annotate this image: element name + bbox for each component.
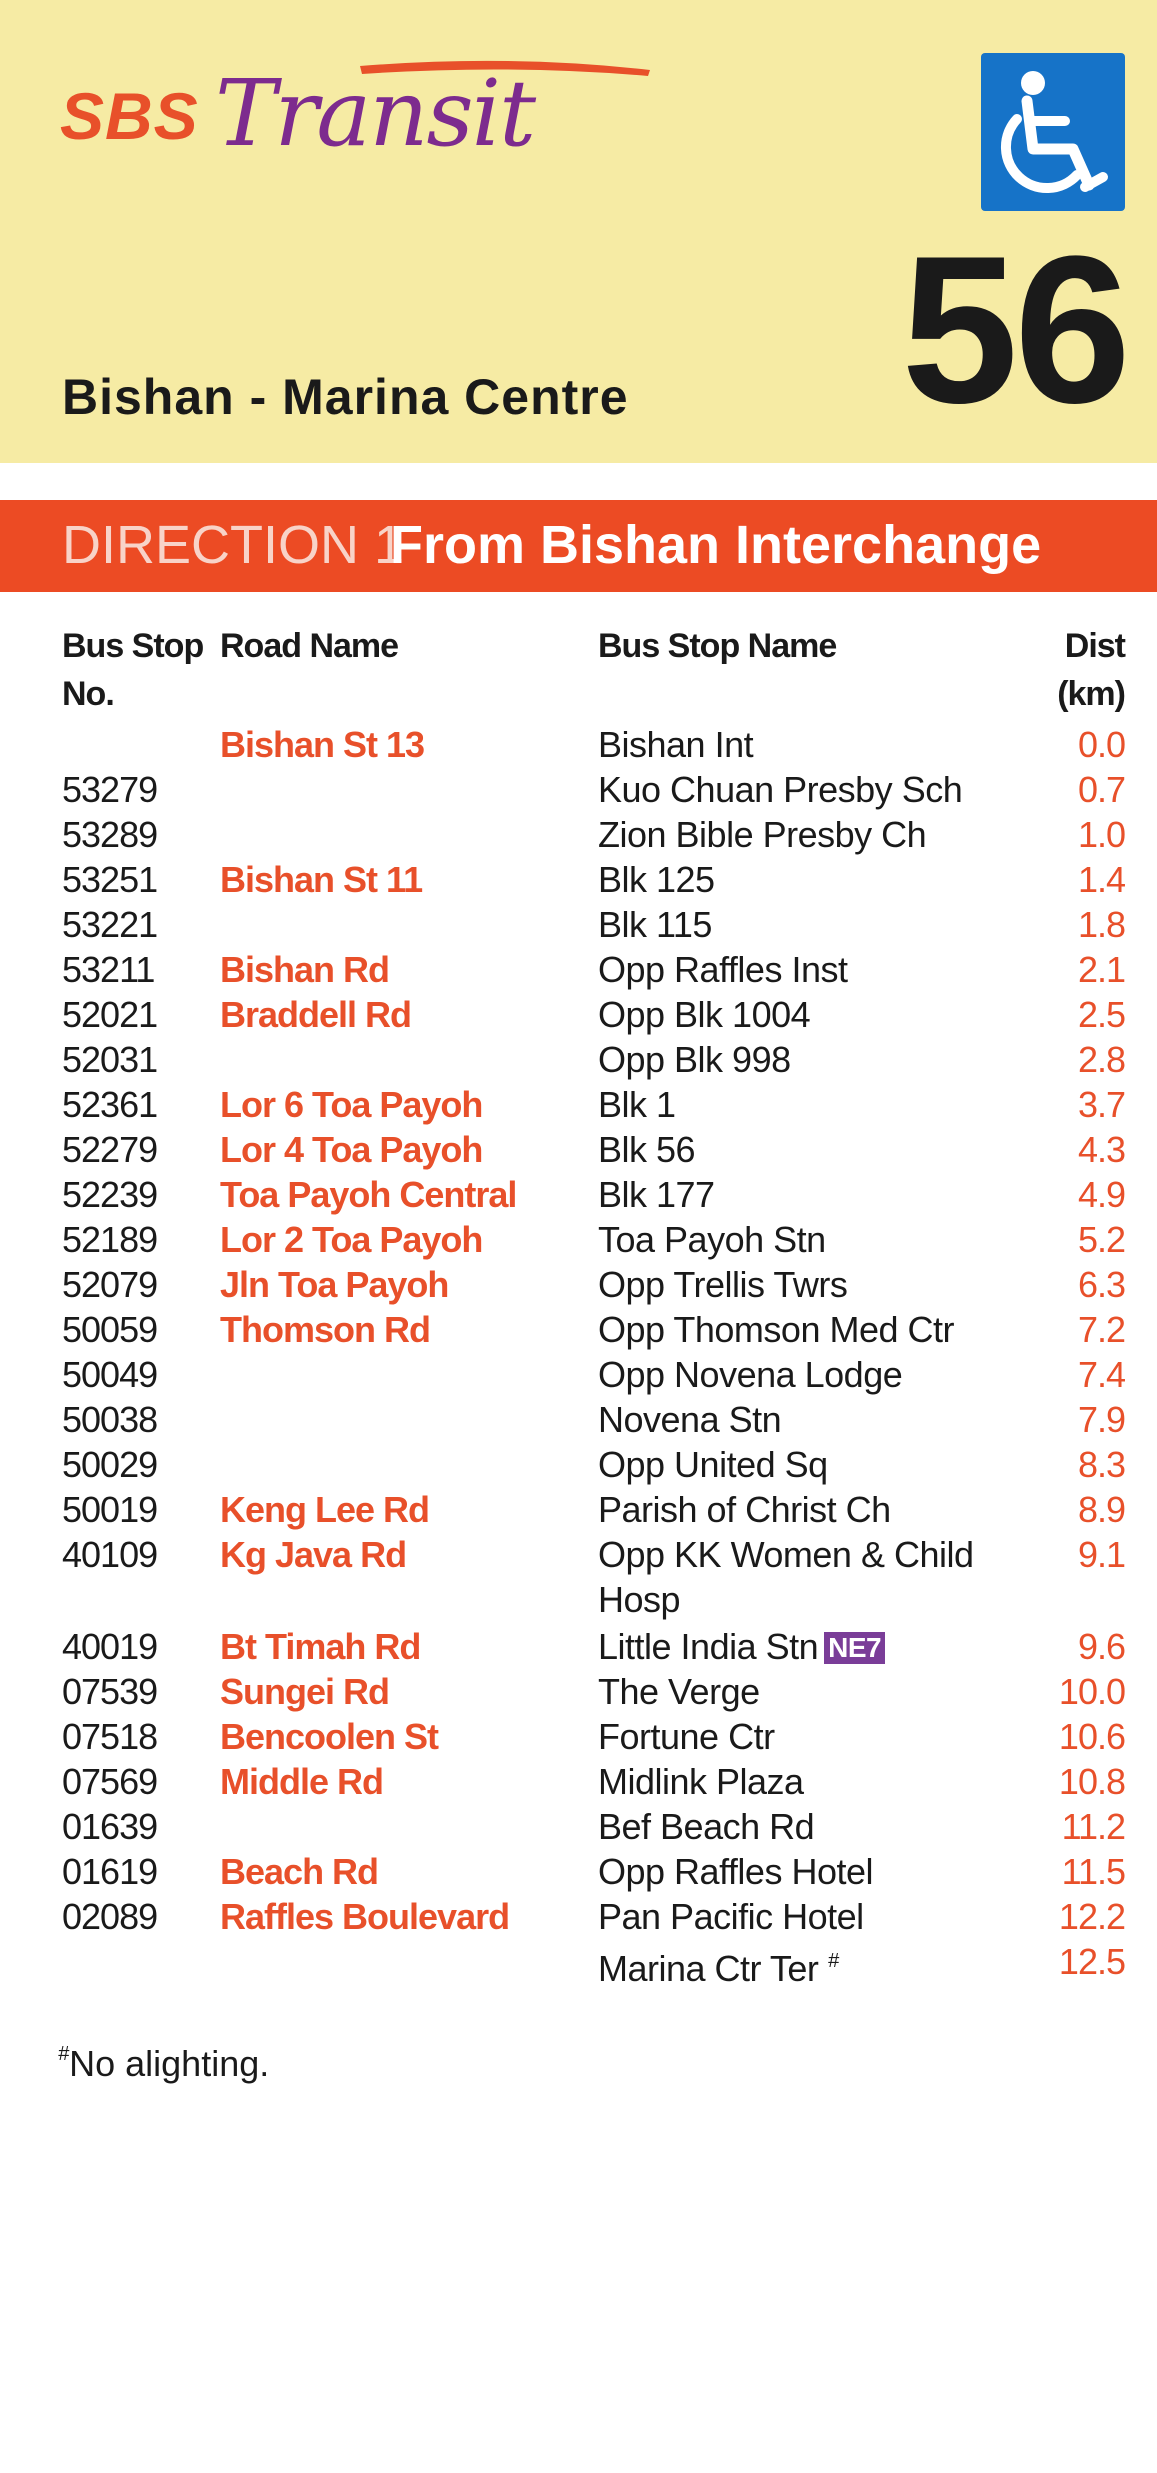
bus-stop-name <box>598 812 998 857</box>
bus-stop-name <box>598 1262 998 1307</box>
bus-stop-number: 40109 <box>62 1534 158 1575</box>
table-row <box>0 1262 1157 1307</box>
table-row <box>0 857 1157 902</box>
bus-stop-number: 50019 <box>62 1489 158 1530</box>
bus-stop-number: 53279 <box>62 769 158 810</box>
distance-km: 9.6 <box>1077 1626 1125 1667</box>
road-name: Keng Lee Rd <box>220 1489 430 1530</box>
bus-stop-name-text: Opp Blk 1004 <box>598 994 811 1035</box>
table-row <box>0 1127 1157 1172</box>
table-row <box>0 1849 1157 1894</box>
bus-stop-name-text: Blk 177 <box>598 1174 715 1215</box>
bus-stop-number: 53251 <box>62 859 158 900</box>
column-header-stop-no-line2: No. <box>62 675 114 713</box>
table-row <box>0 812 1157 857</box>
wheelchair-icon <box>981 53 1125 211</box>
footnote-text: No alighting. <box>69 2043 270 2084</box>
table-row <box>0 1172 1157 1217</box>
road-name: Raffles Boulevard <box>220 1896 510 1937</box>
table-row <box>0 1487 1157 1532</box>
road-name: Lor 2 Toa Payoh <box>220 1219 483 1260</box>
bus-stop-number: 53289 <box>62 814 158 855</box>
bus-stop-number: 07539 <box>62 1671 158 1712</box>
bus-stop-name-text: Opp Thomson Med Ctr <box>598 1309 954 1350</box>
column-header-stop-name: Bus Stop Name <box>598 627 837 665</box>
distance-km: 10.0 <box>1058 1671 1125 1712</box>
bus-stop-name <box>598 992 998 1037</box>
table-row <box>0 1532 1157 1624</box>
bus-stop-name <box>598 1442 998 1487</box>
direction-banner <box>0 500 1157 592</box>
bus-stop-name-text: Blk 115 <box>598 904 712 945</box>
table-row <box>0 1804 1157 1849</box>
distance-km: 2.8 <box>1077 1039 1125 1080</box>
bus-stop-number: 40019 <box>62 1626 158 1667</box>
table-row <box>0 1082 1157 1127</box>
sbs-transit-logo <box>60 60 540 180</box>
road-name: Toa Payoh Central <box>220 1174 517 1215</box>
table-row <box>0 722 1157 767</box>
bus-stop-number: 52189 <box>62 1219 158 1260</box>
bus-stop-number: 50049 <box>62 1354 158 1395</box>
bus-stop-name <box>598 1669 998 1714</box>
bus-stop-name <box>598 1397 998 1442</box>
bus-stop-name <box>598 1487 998 1532</box>
bus-stop-name-text: Little India Stn <box>598 1626 819 1667</box>
distance-km: 7.4 <box>1077 1354 1125 1395</box>
bus-stop-number: 02089 <box>62 1896 158 1937</box>
column-header-distance-line2: (km) <box>1057 675 1125 713</box>
road-name: Beach Rd <box>220 1851 379 1892</box>
bus-stop-number: 50059 <box>62 1309 158 1350</box>
road-name: Thomson Rd <box>220 1309 430 1350</box>
table-row <box>0 902 1157 947</box>
bus-stop-name-text: Blk 125 <box>598 859 715 900</box>
bus-stop-name <box>598 1804 998 1849</box>
bus-stop-name <box>598 857 998 902</box>
distance-km: 10.6 <box>1058 1716 1125 1757</box>
road-name: Sungei Rd <box>220 1671 389 1712</box>
bus-stop-name-text: Kuo Chuan Presby Sch <box>598 769 963 810</box>
bus-stop-name-text: Pan Pacific Hotel <box>598 1896 864 1937</box>
bus-stop-number: 01639 <box>62 1806 158 1847</box>
distance-km: 4.3 <box>1077 1129 1125 1170</box>
distance-km: 6.3 <box>1077 1264 1125 1305</box>
table-row <box>0 1352 1157 1397</box>
table-row <box>0 1759 1157 1804</box>
distance-km: 8.9 <box>1077 1489 1125 1530</box>
table-row <box>0 767 1157 812</box>
bus-stop-name-text: Zion Bible Presby Ch <box>598 814 927 855</box>
column-header-stop-no-line1: Bus Stop <box>62 627 204 665</box>
bus-stop-name-text: Midlink Plaza <box>598 1761 804 1802</box>
table-row <box>0 1624 1157 1669</box>
bus-stop-name <box>598 1352 998 1397</box>
bus-stop-name <box>598 1217 998 1262</box>
distance-km: 10.8 <box>1058 1761 1125 1802</box>
no-alighting-mark: # <box>827 1950 839 1972</box>
road-name: Jln Toa Payoh <box>220 1264 449 1305</box>
mrt-station-code-badge: NE7 <box>824 1632 885 1664</box>
route-title: Bishan - Marina Centre <box>62 369 629 425</box>
bus-stop-number: 53221 <box>62 904 158 945</box>
footnote <box>58 2043 269 2085</box>
column-header-stop-no <box>62 622 203 718</box>
distance-km: 1.0 <box>1077 814 1125 855</box>
bus-stop-name-text: Toa Payoh Stn <box>598 1219 826 1260</box>
column-header-distance-line1: Dist <box>1064 627 1125 665</box>
bus-stop-name <box>598 1759 998 1804</box>
table-row <box>0 1217 1157 1262</box>
bus-stop-name <box>598 767 998 812</box>
distance-km: 11.2 <box>1061 1806 1125 1847</box>
bus-stop-name-text: Bishan Int <box>598 724 754 765</box>
direction-label: DIRECTION 1 <box>62 515 405 575</box>
bus-stop-name-text: Bef Beach Rd <box>598 1806 815 1847</box>
road-name: Kg Java Rd <box>220 1534 407 1575</box>
bus-stop-number: 52239 <box>62 1174 158 1215</box>
bus-stop-name-text: Fortune Ctr <box>598 1716 775 1757</box>
bus-stop-number: 53211 <box>62 949 155 990</box>
bus-stop-name-text: Opp Blk 998 <box>598 1039 791 1080</box>
bus-stop-number: 52279 <box>62 1129 158 1170</box>
table-row <box>0 1442 1157 1487</box>
route-stops-table <box>0 722 1157 1989</box>
bus-stop-number: 01619 <box>62 1851 158 1892</box>
distance-km: 4.9 <box>1077 1174 1125 1215</box>
column-header-distance <box>1057 622 1125 718</box>
table-row <box>0 1037 1157 1082</box>
bus-stop-name <box>598 722 998 767</box>
bus-stop-number: 07518 <box>62 1716 158 1757</box>
road-name: Bishan Rd <box>220 949 390 990</box>
bus-stop-name-text: Opp Novena Lodge <box>598 1354 903 1395</box>
bus-stop-name-text: Opp Raffles Hotel <box>598 1851 873 1892</box>
header-panel <box>0 0 1157 463</box>
distance-km: 0.0 <box>1077 724 1125 765</box>
road-name: Bishan St 13 <box>220 724 425 765</box>
road-name: Lor 6 Toa Payoh <box>220 1084 483 1125</box>
bus-stop-name <box>598 947 998 992</box>
bus-stop-name <box>598 1037 998 1082</box>
table-row <box>0 1669 1157 1714</box>
distance-km: 7.2 <box>1077 1309 1125 1350</box>
bus-stop-number: 07569 <box>62 1761 158 1802</box>
bus-stop-name-text: Parish of Christ Ch <box>598 1489 891 1530</box>
bus-stop-name <box>598 1849 998 1894</box>
road-name: Lor 4 Toa Payoh <box>220 1129 483 1170</box>
road-name: Bencoolen St <box>220 1716 439 1757</box>
road-name: Bishan St 11 <box>220 859 423 900</box>
road-name: Bt Timah Rd <box>220 1626 421 1667</box>
distance-km: 7.9 <box>1077 1399 1125 1440</box>
bus-stop-number: 52079 <box>62 1264 158 1305</box>
column-header-road-name: Road Name <box>220 627 399 665</box>
bus-stop-number: 50029 <box>62 1444 158 1485</box>
bus-stop-number: 52021 <box>62 994 158 1035</box>
bus-stop-name-text: Novena Stn <box>598 1399 782 1440</box>
logo-transit-text: Transit <box>215 60 535 167</box>
bus-stop-name <box>598 1307 998 1352</box>
bus-stop-name <box>598 1714 998 1759</box>
bus-stop-number: 52031 <box>62 1039 158 1080</box>
distance-km: 2.5 <box>1077 994 1125 1035</box>
bus-stop-number: 52361 <box>62 1084 158 1125</box>
bus-stop-name-text: Blk 1 <box>598 1084 676 1125</box>
bus-stop-name-text: Opp KK Women & Child <box>598 1534 974 1575</box>
distance-km: 1.4 <box>1077 859 1125 900</box>
bus-stop-number: 50038 <box>62 1399 158 1440</box>
table-row <box>0 1939 1157 1989</box>
distance-km: 3.7 <box>1077 1084 1125 1125</box>
bus-stop-name <box>598 1127 998 1172</box>
distance-km: 8.3 <box>1077 1444 1125 1485</box>
bus-stop-name-text: Opp Trellis Twrs <box>598 1264 848 1305</box>
bus-stop-name-text: Opp United Sq <box>598 1444 828 1485</box>
table-row <box>0 1894 1157 1939</box>
bus-stop-name <box>598 1172 998 1217</box>
distance-km: 0.7 <box>1077 769 1125 810</box>
table-row <box>0 1714 1157 1759</box>
distance-km: 12.5 <box>1058 1941 1125 1982</box>
bus-stop-name-text: Opp Raffles Inst <box>598 949 848 990</box>
bus-stop-name-text: The Verge <box>598 1671 760 1712</box>
bus-stop-name-line2: Hosp <box>598 1579 681 1620</box>
table-row <box>0 1397 1157 1442</box>
distance-km: 9.1 <box>1077 1534 1125 1575</box>
direction-description: From Bishan Interchange <box>390 515 1042 575</box>
table-row <box>0 1307 1157 1352</box>
route-number: 56 <box>901 212 1127 447</box>
distance-km: 5.2 <box>1077 1219 1125 1260</box>
road-name: Middle Rd <box>220 1761 383 1802</box>
distance-km: 2.1 <box>1077 949 1125 990</box>
bus-stop-name <box>598 902 998 947</box>
logo-sbs-text: SBS <box>60 79 199 153</box>
table-row <box>0 947 1157 992</box>
bus-stop-name <box>598 1082 998 1127</box>
distance-km: 12.2 <box>1058 1896 1125 1937</box>
distance-km: 1.8 <box>1077 904 1125 945</box>
table-row <box>0 992 1157 1037</box>
bus-stop-name <box>598 1894 998 1939</box>
bus-stop-name <box>598 1939 998 1991</box>
distance-km: 11.5 <box>1061 1851 1125 1892</box>
bus-stop-name-text: Marina Ctr Ter <box>598 1948 819 1989</box>
road-name: Braddell Rd <box>220 994 412 1035</box>
bus-stop-name <box>598 1532 998 1622</box>
bus-stop-name-text: Blk 56 <box>598 1129 696 1170</box>
footnote-mark: # <box>58 2043 70 2065</box>
bus-stop-name <box>598 1624 998 1669</box>
